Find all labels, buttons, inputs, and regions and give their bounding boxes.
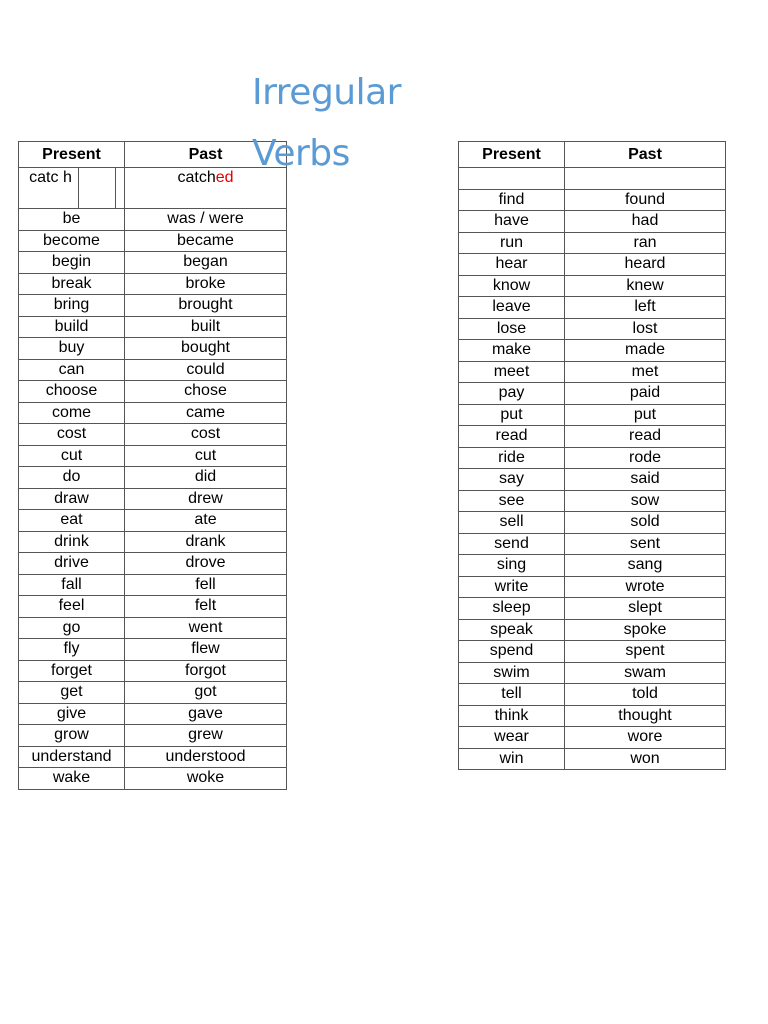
table-row xyxy=(459,426,726,448)
past-cell: had xyxy=(565,211,726,233)
present-cell: put xyxy=(459,404,565,426)
past-cell: put xyxy=(565,404,726,426)
table-row xyxy=(459,189,726,211)
past-cell: flew xyxy=(125,639,287,661)
past-cell: cost xyxy=(125,424,287,446)
past-cell: forgot xyxy=(125,660,287,682)
table-row xyxy=(459,727,726,749)
past-cell: met xyxy=(565,361,726,383)
table-row xyxy=(19,488,287,510)
present-cell xyxy=(19,168,125,209)
title-line-2: Verbs xyxy=(252,133,350,174)
table-row xyxy=(459,404,726,426)
table-row xyxy=(19,596,287,618)
present-cell: drive xyxy=(19,553,125,575)
past-header: Past xyxy=(565,142,726,168)
table-row xyxy=(19,338,287,360)
past-cell: began xyxy=(125,252,287,274)
present-cell: understand xyxy=(19,746,125,768)
present-cell: buy xyxy=(19,338,125,360)
past-cell: said xyxy=(565,469,726,491)
table-row xyxy=(19,252,287,274)
present-cell: get xyxy=(19,682,125,704)
present-cell xyxy=(459,168,565,190)
present-cell: say xyxy=(459,469,565,491)
past-cell: sang xyxy=(565,555,726,577)
table-row xyxy=(19,402,287,424)
table-row xyxy=(459,254,726,276)
past-cell: wrote xyxy=(565,576,726,598)
present-cell: forget xyxy=(19,660,125,682)
past-cell: brought xyxy=(125,295,287,317)
table-row xyxy=(19,510,287,532)
past-cell: read xyxy=(565,426,726,448)
present-cell: tell xyxy=(459,684,565,706)
table-row xyxy=(459,168,726,190)
present-cell: win xyxy=(459,748,565,770)
empty-subcell xyxy=(79,168,116,208)
present-cell: bring xyxy=(19,295,125,317)
present-cell: swim xyxy=(459,662,565,684)
past-cell: sow xyxy=(565,490,726,512)
table-row xyxy=(459,340,726,362)
present-word: catc h xyxy=(19,168,79,208)
past-cell: found xyxy=(565,189,726,211)
past-cell: got xyxy=(125,682,287,704)
table-row xyxy=(459,383,726,405)
table-row xyxy=(19,295,287,317)
past-cell: knew xyxy=(565,275,726,297)
past-cell: made xyxy=(565,340,726,362)
present-cell: see xyxy=(459,490,565,512)
past-stem: catch xyxy=(177,169,216,186)
past-cell: gave xyxy=(125,703,287,725)
table-row xyxy=(19,553,287,575)
present-cell: ride xyxy=(459,447,565,469)
present-cell: have xyxy=(459,211,565,233)
present-cell: become xyxy=(19,230,125,252)
past-cell: went xyxy=(125,617,287,639)
table-row xyxy=(19,660,287,682)
table-row xyxy=(19,746,287,768)
table-row xyxy=(19,445,287,467)
table-row xyxy=(19,703,287,725)
table-row xyxy=(19,381,287,403)
table-row xyxy=(19,467,287,489)
table-row xyxy=(459,318,726,340)
present-cell: draw xyxy=(19,488,125,510)
present-cell: can xyxy=(19,359,125,381)
table-row xyxy=(19,639,287,661)
past-cell: built xyxy=(125,316,287,338)
past-cell: chose xyxy=(125,381,287,403)
table-row xyxy=(459,684,726,706)
past-cell: drove xyxy=(125,553,287,575)
table-row xyxy=(459,555,726,577)
past-cell: ate xyxy=(125,510,287,532)
past-cell: spoke xyxy=(565,619,726,641)
past-cell: paid xyxy=(565,383,726,405)
past-cell: wore xyxy=(565,727,726,749)
table-row xyxy=(19,230,287,252)
past-cell: grew xyxy=(125,725,287,747)
past-cell: thought xyxy=(565,705,726,727)
present-cell: speak xyxy=(459,619,565,641)
present-cell: cut xyxy=(19,445,125,467)
present-cell: meet xyxy=(459,361,565,383)
present-cell: fly xyxy=(19,639,125,661)
table-row xyxy=(19,359,287,381)
table-row xyxy=(459,512,726,534)
past-cell: lost xyxy=(565,318,726,340)
verb-table-left xyxy=(18,141,287,790)
present-cell: begin xyxy=(19,252,125,274)
present-cell: spend xyxy=(459,641,565,663)
header-row xyxy=(19,142,287,168)
past-cell: cut xyxy=(125,445,287,467)
past-cell: could xyxy=(125,359,287,381)
table-row xyxy=(459,641,726,663)
present-cell: feel xyxy=(19,596,125,618)
present-cell: give xyxy=(19,703,125,725)
present-cell: choose xyxy=(19,381,125,403)
present-cell: grow xyxy=(19,725,125,747)
past-cell: slept xyxy=(565,598,726,620)
past-header: Past xyxy=(125,142,287,168)
table-row xyxy=(19,768,287,790)
present-cell: leave xyxy=(459,297,565,319)
present-cell: come xyxy=(19,402,125,424)
present-cell: sing xyxy=(459,555,565,577)
past-cell: swam xyxy=(565,662,726,684)
present-cell: break xyxy=(19,273,125,295)
present-cell: write xyxy=(459,576,565,598)
present-cell: fall xyxy=(19,574,125,596)
table-row xyxy=(459,705,726,727)
verb-table-right xyxy=(458,141,726,770)
past-cell: drew xyxy=(125,488,287,510)
table-row xyxy=(459,211,726,233)
past-cell: heard xyxy=(565,254,726,276)
present-cell: be xyxy=(19,209,125,231)
present-cell: wake xyxy=(19,768,125,790)
past-cell: felt xyxy=(125,596,287,618)
present-cell: know xyxy=(459,275,565,297)
table-row xyxy=(459,748,726,770)
past-cell: fell xyxy=(125,574,287,596)
past-cell: drank xyxy=(125,531,287,553)
table-row xyxy=(459,662,726,684)
present-cell: pay xyxy=(459,383,565,405)
table-row xyxy=(19,209,287,231)
past-cell: became xyxy=(125,230,287,252)
past-cell: told xyxy=(565,684,726,706)
table-row xyxy=(459,490,726,512)
table-row xyxy=(459,598,726,620)
past-cell: came xyxy=(125,402,287,424)
past-cell: left xyxy=(565,297,726,319)
table-row xyxy=(459,533,726,555)
table-row xyxy=(459,469,726,491)
present-cell: build xyxy=(19,316,125,338)
present-cell: make xyxy=(459,340,565,362)
header-row xyxy=(459,142,726,168)
table-row xyxy=(19,424,287,446)
table-row xyxy=(19,316,287,338)
present-cell: do xyxy=(19,467,125,489)
table-row xyxy=(19,682,287,704)
present-cell: read xyxy=(459,426,565,448)
present-cell: go xyxy=(19,617,125,639)
table-row xyxy=(459,297,726,319)
present-cell: run xyxy=(459,232,565,254)
table-row xyxy=(19,574,287,596)
table-row xyxy=(19,617,287,639)
past-cell: was / were xyxy=(125,209,287,231)
past-cell: understood xyxy=(125,746,287,768)
past-cell: did xyxy=(125,467,287,489)
past-cell xyxy=(565,168,726,190)
present-cell: drink xyxy=(19,531,125,553)
past-cell: spent xyxy=(565,641,726,663)
present-cell: think xyxy=(459,705,565,727)
present-cell: find xyxy=(459,189,565,211)
table-row xyxy=(19,531,287,553)
past-cell: rode xyxy=(565,447,726,469)
present-header: Present xyxy=(459,142,565,168)
past-cell: woke xyxy=(125,768,287,790)
past-suffix: ed xyxy=(215,169,234,186)
present-cell: cost xyxy=(19,424,125,446)
table-row xyxy=(459,619,726,641)
title-line-1: Irregular xyxy=(252,72,401,113)
table-row xyxy=(459,361,726,383)
past-cell: ran xyxy=(565,232,726,254)
present-cell: send xyxy=(459,533,565,555)
present-cell: hear xyxy=(459,254,565,276)
present-cell: lose xyxy=(459,318,565,340)
table-row xyxy=(459,232,726,254)
page-title xyxy=(252,62,401,184)
present-cell: eat xyxy=(19,510,125,532)
table-row xyxy=(19,725,287,747)
table-row xyxy=(19,168,287,209)
present-cell: sell xyxy=(459,512,565,534)
present-header: Present xyxy=(19,142,125,168)
past-cell: broke xyxy=(125,273,287,295)
past-cell: sold xyxy=(565,512,726,534)
table-row xyxy=(459,275,726,297)
past-cell: sent xyxy=(565,533,726,555)
table-row xyxy=(459,447,726,469)
past-cell: bought xyxy=(125,338,287,360)
table-row xyxy=(459,576,726,598)
past-cell: won xyxy=(565,748,726,770)
table-row xyxy=(19,273,287,295)
present-cell: wear xyxy=(459,727,565,749)
present-cell: sleep xyxy=(459,598,565,620)
